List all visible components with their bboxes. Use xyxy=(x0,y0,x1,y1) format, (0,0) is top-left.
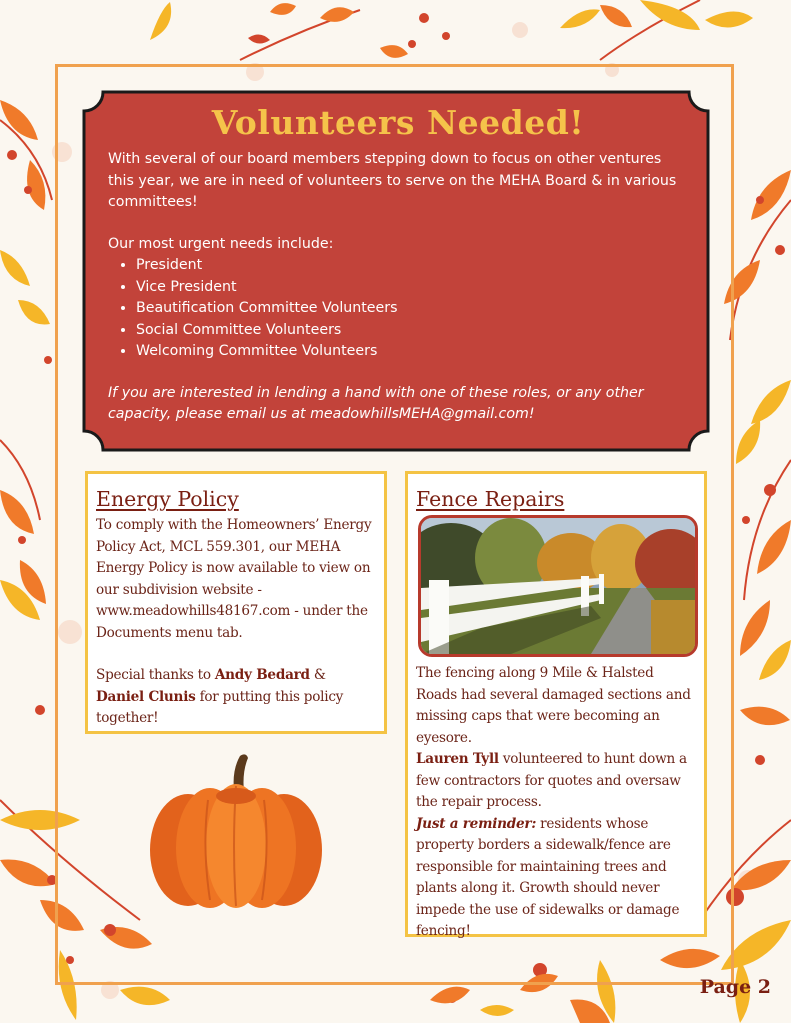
list-item: • Welcoming Committee Volunteers xyxy=(136,341,688,363)
thanks-suffix: for putting this policy together! xyxy=(96,688,344,726)
energy-policy-thanks xyxy=(96,665,376,730)
volunteer-name: Lauren Tyll xyxy=(416,751,499,767)
volunteers-intro: With several of our board members stepping down to focus on other ventures this year, we are in need of volunteers to serve on the MEHA Board & in various committees! xyxy=(108,151,677,210)
thanks-amp: & xyxy=(309,667,326,683)
list-item: • Vice President xyxy=(136,277,688,299)
volunteers-closing: If you are interested in lending a hand with one of these roles, or any other capacity, please email us at meadowhillsMEHA@gmail.com! xyxy=(108,384,644,422)
list-item: • Beautification Committee Volunteers xyxy=(136,298,688,320)
list-item: • President xyxy=(136,255,688,277)
page-number: Page 2 xyxy=(699,976,771,998)
pumpkin-icon xyxy=(148,750,324,920)
thanks-name-1: Andy Bedard xyxy=(214,667,310,683)
fence-body-2: volunteered to hunt down a few contractors for quotes and oversaw the repair process. xyxy=(416,751,687,810)
needs-heading: Our most urgent needs include: xyxy=(108,235,334,252)
fence-repairs-heading: Fence Repairs xyxy=(416,487,565,511)
reminder-label: Just a reminder: xyxy=(416,815,537,832)
list-item: • Social Committee Volunteers xyxy=(136,320,688,342)
fence-photo xyxy=(418,515,698,657)
fence-repairs-section xyxy=(405,471,707,937)
energy-policy-body: To comply with the Homeowners’ Energy Policy Act, MCL 559.301, our MEHA Energy Policy is now available to view on our subdivision website - www.meadowhills48167.com - under the Documents menu tab. xyxy=(96,517,372,641)
energy-policy-heading: Energy Policy xyxy=(96,487,239,511)
thanks-prefix: Special thanks to xyxy=(96,667,215,683)
fence-body-1: The fencing along 9 Mile & Halsted Roads had several damaged sections and missing caps that were becoming an eyesore. xyxy=(416,665,691,746)
fence-repairs-body xyxy=(416,663,696,943)
reminder-text: residents whose property borders a sidewalk/fence are responsible for maintaining trees and plants along it. Growth should never impede the use of sidewalks or damage fencing! xyxy=(416,815,680,939)
volunteers-title: Volunteers Needed! xyxy=(211,103,585,142)
volunteers-banner xyxy=(108,103,688,433)
thanks-name-2: Daniel Clunis xyxy=(96,688,196,705)
needs-list xyxy=(108,255,688,363)
energy-policy-section xyxy=(85,471,387,734)
